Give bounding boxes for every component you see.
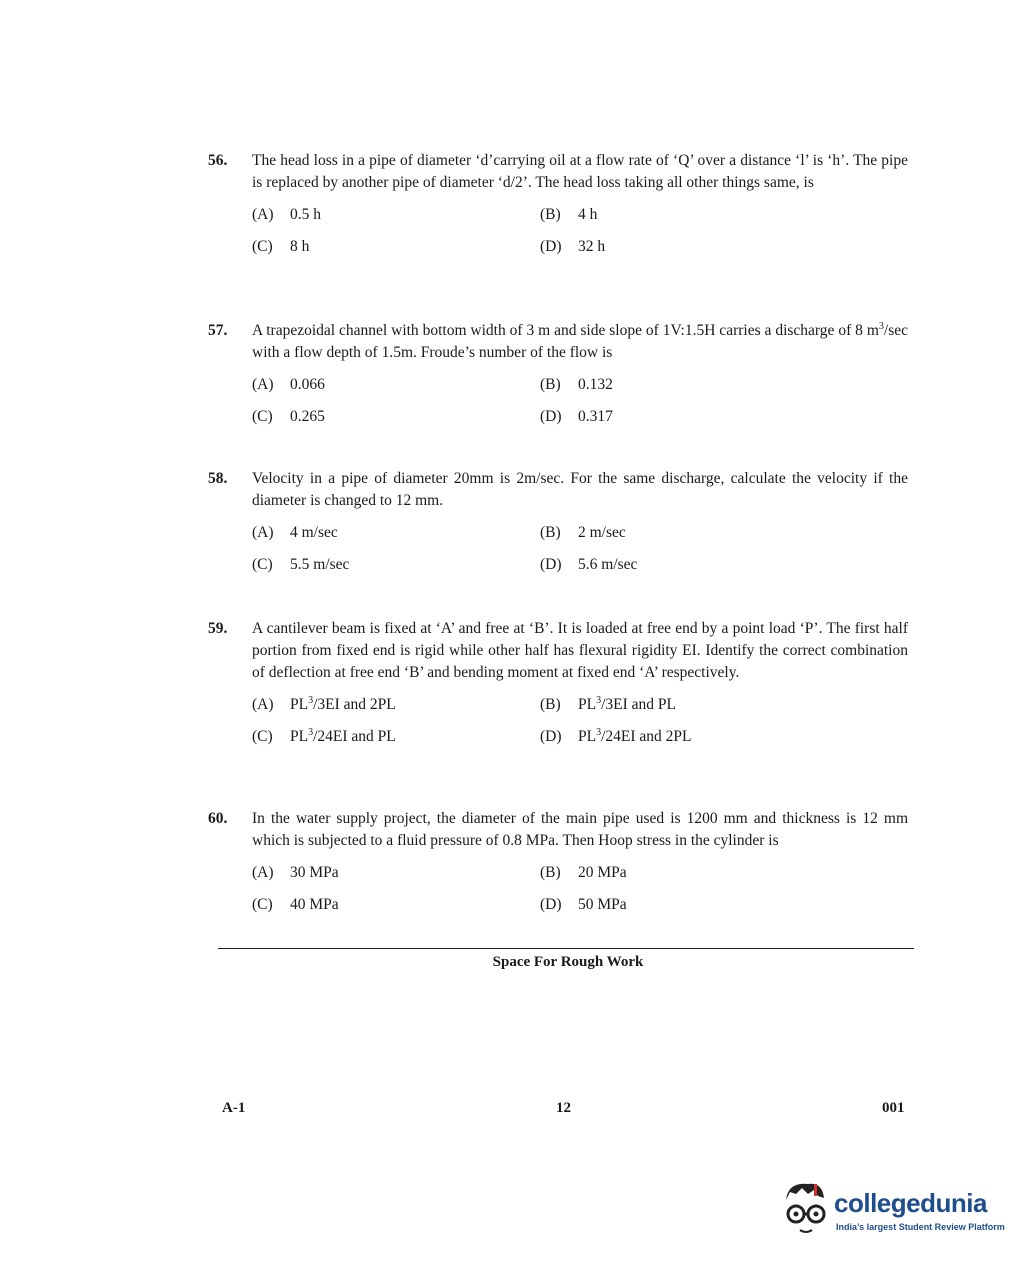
question-stem: A cantilever beam is fixed at ‘A’ and free at ‘B’. It is loaded at free end by a point load ‘P’. The first half portion from fixed end is rigid while other half has flexural rigidity EI. Identify the correct combination of deflection at free end ‘B’ and bending moment at fixed end ‘A’ respectively. (252, 620, 908, 681)
question-stem: The head loss in a pipe of diameter ‘d’carrying oil at a flow rate of ‘Q’ over a distance ‘l’ is ‘h’. The pipe is replaced by another pipe of diameter ‘d/2’. The head loss taking all other things same, is (252, 152, 908, 191)
option-label: (A) (252, 864, 274, 881)
option-label: (A) (252, 696, 274, 713)
option-b (540, 204, 840, 226)
option-text: $PL^3/24EI$ and 2PL (578, 726, 692, 745)
option-label: (B) (540, 696, 561, 713)
option-text: 40 MPa (290, 896, 339, 913)
option-text: 0.5 h (290, 206, 321, 223)
footer-code: A-1 (222, 1100, 246, 1116)
divider (218, 948, 914, 949)
option-label: (D) (540, 896, 562, 913)
option-d (540, 894, 840, 916)
option-label: (C) (252, 728, 273, 745)
option-label: (D) (540, 728, 562, 745)
option-text: 0.317 (578, 408, 613, 425)
question-60 (208, 808, 908, 916)
question-number: 59. (208, 620, 228, 637)
option-c (252, 406, 540, 428)
option-text: 5.5 m/sec (290, 556, 350, 573)
option-text: 30 MPa (290, 864, 339, 881)
option-text: 0.265 (290, 408, 325, 425)
question-number: 58. (208, 470, 228, 487)
option-label: (A) (252, 376, 274, 393)
options (252, 204, 908, 258)
option-label: (D) (540, 238, 562, 255)
option-text: $PL^3/3EI$ and PL (578, 694, 676, 713)
option-text: 50 MPa (578, 896, 627, 913)
question-stem: A trapezoidal channel with bottom width of 3 m and side slope of 1V:1.5H carries a discharge of 8 $m^3/\sec$ with a flow depth of 1.5m. Froude’s number of the flow is (252, 320, 908, 361)
options (252, 694, 908, 748)
rough-work-label: Space For Rough Work (492, 954, 644, 970)
option-text: 0.066 (290, 376, 325, 393)
collegedunia-logo (778, 1178, 1008, 1248)
option-text: 4 h (578, 206, 598, 223)
option-text: 5.6 m/sec (578, 556, 638, 573)
question-57 (208, 320, 908, 428)
option-text: 2 m/sec (578, 524, 626, 541)
option-c (252, 236, 540, 258)
question-number: 57. (208, 322, 228, 339)
option-a (252, 862, 540, 884)
option-text: 8 h (290, 238, 310, 255)
option-label: (B) (540, 864, 561, 881)
question-stem: In the water supply project, the diameter of the main pipe used is 1200 mm and thickness is 12 mm which is subjected to a fluid pressure of 0.8 MPa. Then Hoop stress in the cylinder is (252, 810, 908, 849)
option-label: (D) (540, 556, 562, 573)
option-text: 4 m/sec (290, 524, 338, 541)
question-58 (208, 468, 908, 576)
option-a (252, 204, 540, 226)
option-d (540, 236, 840, 258)
logo-tagline: India’s largest Student Review Platform (836, 1222, 1005, 1232)
option-a (252, 522, 540, 544)
question-stem: Velocity in a pipe of diameter 20mm is 2m/sec. For the same discharge, calculate the velocity if the diameter is changed to 12 mm. (252, 470, 908, 509)
option-b (540, 694, 840, 716)
option-label: (B) (540, 524, 561, 541)
option-a (252, 694, 540, 716)
option-label: (A) (252, 206, 274, 223)
option-c (252, 894, 540, 916)
option-b (540, 862, 840, 884)
option-text: 32 h (578, 238, 606, 255)
option-c (252, 554, 540, 576)
option-c (252, 726, 540, 748)
option-text: $PL^3/24EI$ and PL (290, 726, 396, 745)
option-text: $PL^3/3EI$ and 2PL (290, 694, 396, 713)
option-d (540, 726, 840, 748)
options (252, 862, 908, 916)
option-label: (A) (252, 524, 274, 541)
options (252, 522, 908, 576)
question-number: 56. (208, 152, 228, 169)
question-59 (208, 618, 908, 748)
option-label: (C) (252, 408, 273, 425)
option-label: (C) (252, 238, 273, 255)
question-number: 60. (208, 810, 228, 827)
logo-wordmark: collegedunia (834, 1188, 987, 1218)
option-d (540, 554, 840, 576)
option-b (540, 374, 840, 396)
option-text: 20 MPa (578, 864, 627, 881)
option-label: (D) (540, 408, 562, 425)
option-label: (C) (252, 556, 273, 573)
option-a (252, 374, 540, 396)
options (252, 374, 908, 428)
option-label: (C) (252, 896, 273, 913)
option-d (540, 406, 840, 428)
footer-series: 001 (882, 1100, 905, 1116)
option-label: (B) (540, 376, 561, 393)
option-b (540, 522, 840, 544)
question-56 (208, 150, 908, 258)
option-label: (B) (540, 206, 561, 223)
mascot-icon (778, 1178, 834, 1240)
page-number: 12 (556, 1100, 571, 1116)
option-text: 0.132 (578, 376, 613, 393)
